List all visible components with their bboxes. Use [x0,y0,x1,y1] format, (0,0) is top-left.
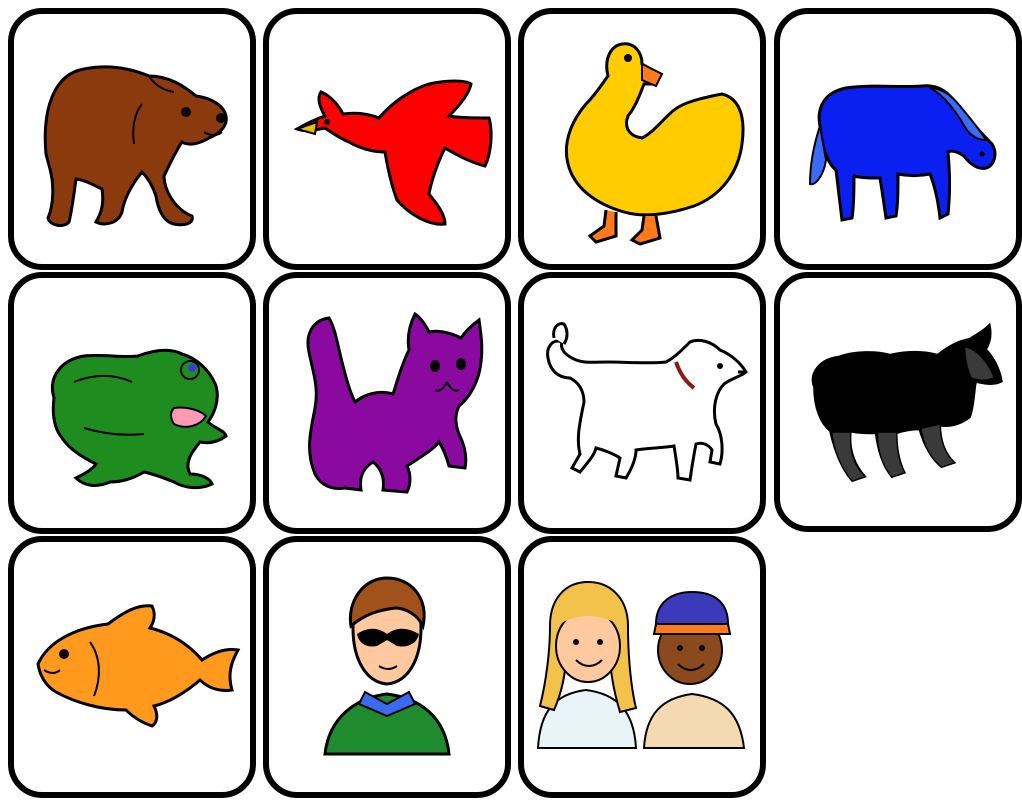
white-dog-icon [524,278,760,528]
dog-card[interactable] [518,272,766,534]
bird-card[interactable] [263,8,511,270]
green-frog-icon [14,278,250,528]
goldfish-icon [14,542,250,792]
teacher-icon [269,542,505,792]
bear-icon [14,14,250,264]
children-icon [524,542,760,792]
fish-card[interactable] [8,536,256,798]
blue-horse-icon [780,14,1016,264]
sheep-card[interactable] [774,272,1022,532]
teacher-card[interactable] [263,536,511,798]
frog-card[interactable] [8,272,256,534]
cat-card[interactable] [263,272,511,534]
children-card[interactable] [518,536,766,798]
bear-card[interactable] [8,8,256,270]
duck-card[interactable] [518,8,766,270]
black-sheep-icon [780,278,1016,526]
yellow-duck-icon [524,14,760,264]
purple-cat-icon [269,278,505,528]
horse-card[interactable] [774,8,1022,270]
red-bird-icon [269,14,505,264]
